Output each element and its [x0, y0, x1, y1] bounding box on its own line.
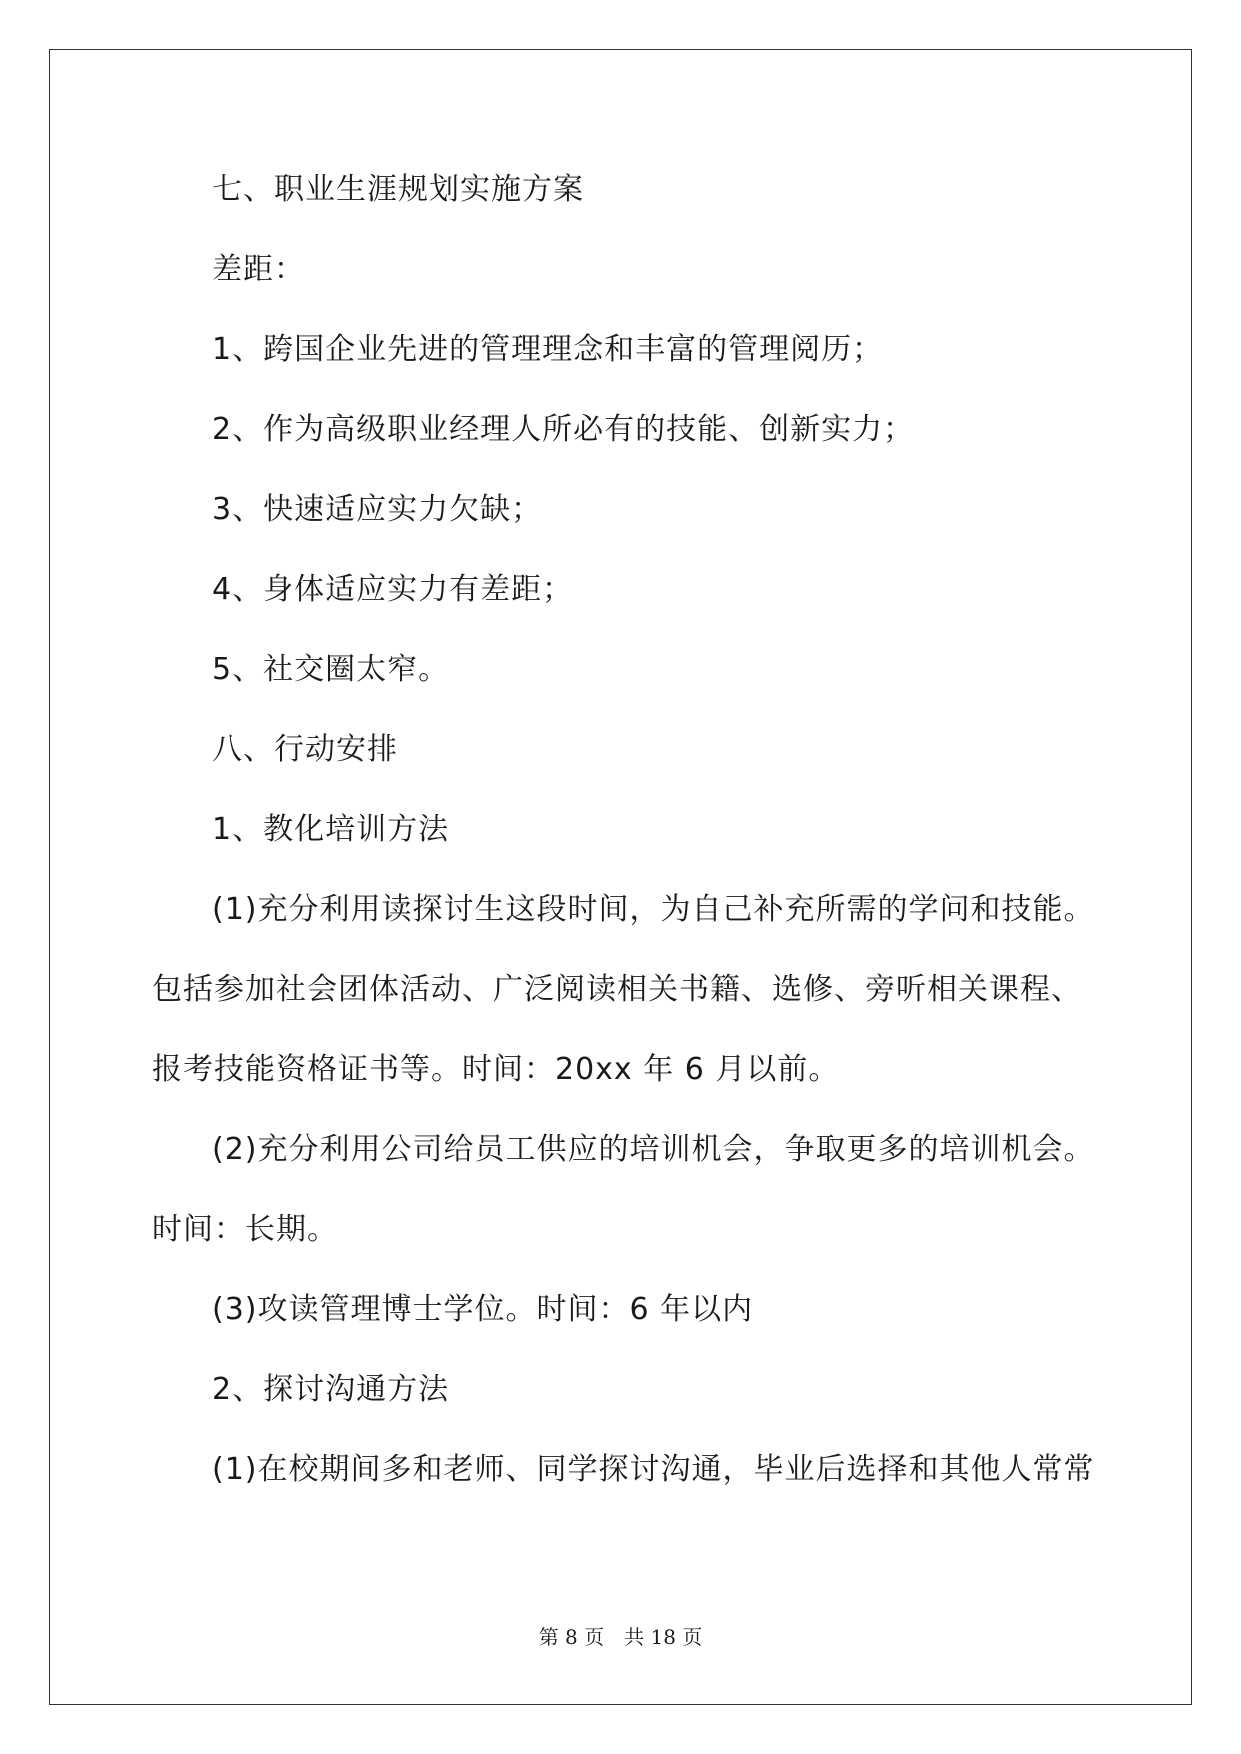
paragraph-line: (1)充分利用读探讨生这段时间，为自己补充所需的学问和技能。: [212, 892, 1095, 927]
list-item: 1、跨国企业先进的管理理念和丰富的管理阅历；: [212, 332, 884, 367]
page-number-current: 第 8 页: [538, 1625, 605, 1649]
paragraph-line: 时间：长期。: [152, 1212, 338, 1247]
page-number-total: 共 18 页: [624, 1625, 703, 1649]
section-heading: 七、职业生涯规划实施方案: [212, 172, 584, 207]
list-item: 4、身体适应实力有差距；: [212, 572, 574, 607]
list-item: 5、社交圈太窄。: [212, 652, 450, 687]
subsection-heading: 1、教化培训方法: [212, 812, 450, 847]
paragraph-line: 差距：: [212, 252, 305, 287]
subsection-heading: 2、探讨沟通方法: [212, 1372, 450, 1407]
paragraph-line: 报考技能资格证书等。时间：20xx 年 6 月以前。: [152, 1052, 840, 1087]
paragraph-line: (3)攻读管理博士学位。时间：6 年以内: [212, 1292, 754, 1327]
paragraph-line: (2)充分利用公司给员工供应的培训机会，争取更多的培训机会。: [212, 1132, 1095, 1167]
page-footer: [0, 1623, 1241, 1651]
list-item: 2、作为高级职业经理人所必有的技能、创新实力；: [212, 412, 915, 447]
paragraph-line: (1)在校期间多和老师、同学探讨沟通，毕业后选择和其他人常常: [212, 1452, 1095, 1487]
paragraph-line: 包括参加社会团体活动、广泛阅读相关书籍、选修、旁听相关课程、: [152, 972, 1082, 1007]
list-item: 3、快速适应实力欠缺；: [212, 492, 543, 527]
section-heading: 八、行动安排: [212, 732, 398, 767]
